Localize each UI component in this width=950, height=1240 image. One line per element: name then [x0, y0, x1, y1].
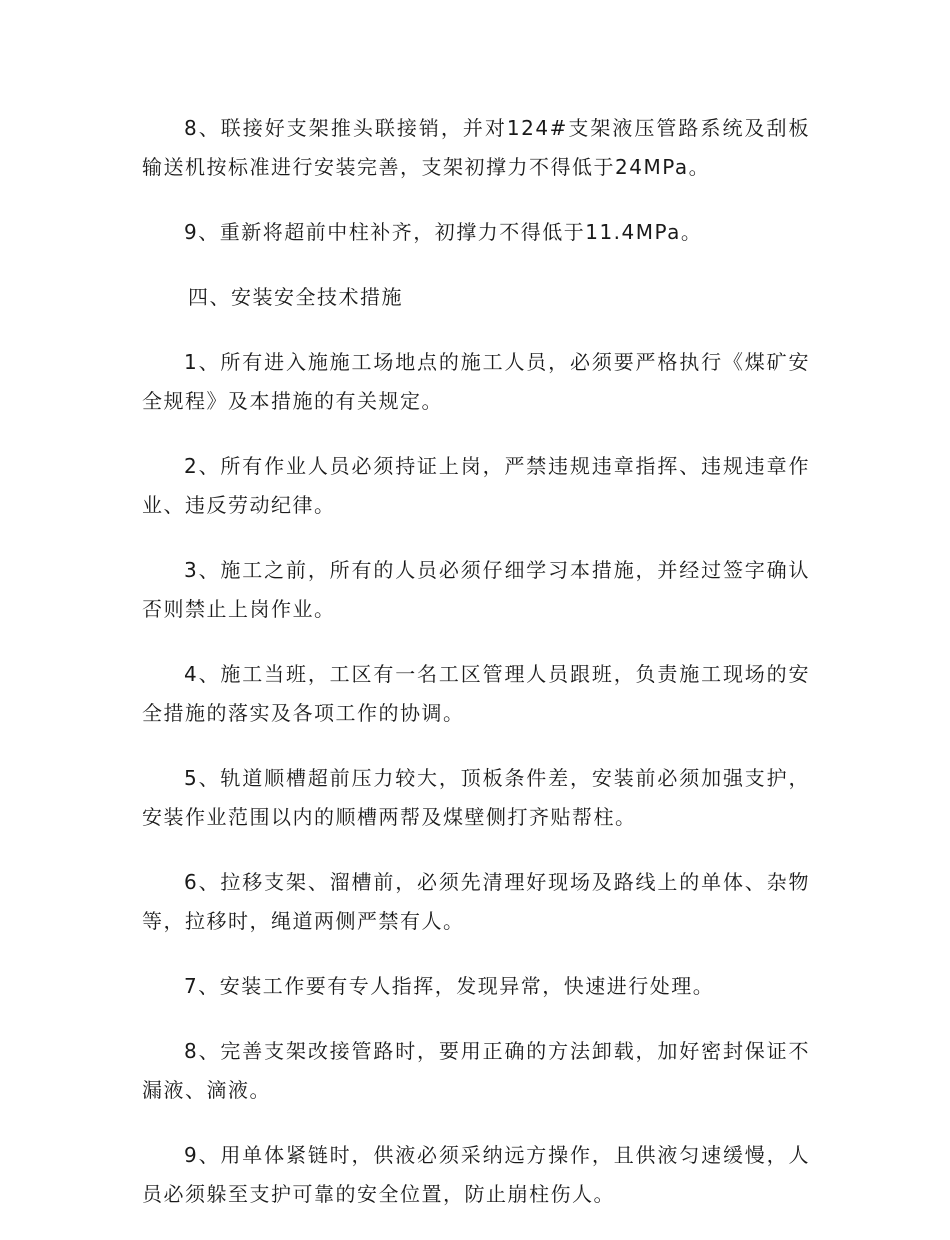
paragraph-9-advance-props: 9、重新将超前中柱补齐，初撑力不得低于11.4MPa。 [184, 220, 703, 244]
measure-3: 3、施工之前，所有的人员必须仔细学习本措施，并经过签字确认否则禁止上岗作业。 [142, 558, 810, 621]
measure-2: 2、所有作业人员必须持证上岗，严禁违规违章指挥、违规违章作业、违反劳动纪律。 [142, 454, 810, 517]
measure-8: 8、完善支架改接管路时，要用正确的方法卸载，加好密封保证不漏液、滴液。 [142, 1039, 810, 1102]
measure-7: 7、安装工作要有专人指挥，发现异常，快速进行处理。 [184, 974, 715, 998]
measure-9: 9、用单体紧链时，供液必须采纳远方操作，且供液匀速缓慢，人员必须躲至支护可靠的安全位置，防止崩柱伤人。 [142, 1143, 810, 1206]
measure-6: 6、拉移支架、溜槽前，必须先清理好现场及路线上的单体、杂物等，拉移时，绳道两侧严禁有人。 [142, 870, 810, 933]
measure-1: 1、所有进入施施工场地点的施工人员，必须要严格执行《煤矿安全规程》及本措施的有关规定。 [142, 350, 810, 413]
paragraph-8-connect-pins: 8、联接好支架推头联接销，并对124#支架液压管路系统及刮板输送机按标准进行安装完善，支架初撑力不得低于24MPa。 [142, 116, 810, 179]
measure-4: 4、施工当班，工区有一名工区管理人员跟班，负责施工现场的安全措施的落实及各项工作的协调。 [142, 662, 810, 725]
measure-5: 5、轨道顺槽超前压力较大，顶板条件差，安装前必须加强支护，安装作业范围以内的顺槽两帮及煤壁侧打齐贴帮柱。 [142, 766, 810, 829]
section-heading-safety-measures: 四、安装安全技术措施 [188, 285, 403, 309]
document-body [142, 109, 810, 1240]
